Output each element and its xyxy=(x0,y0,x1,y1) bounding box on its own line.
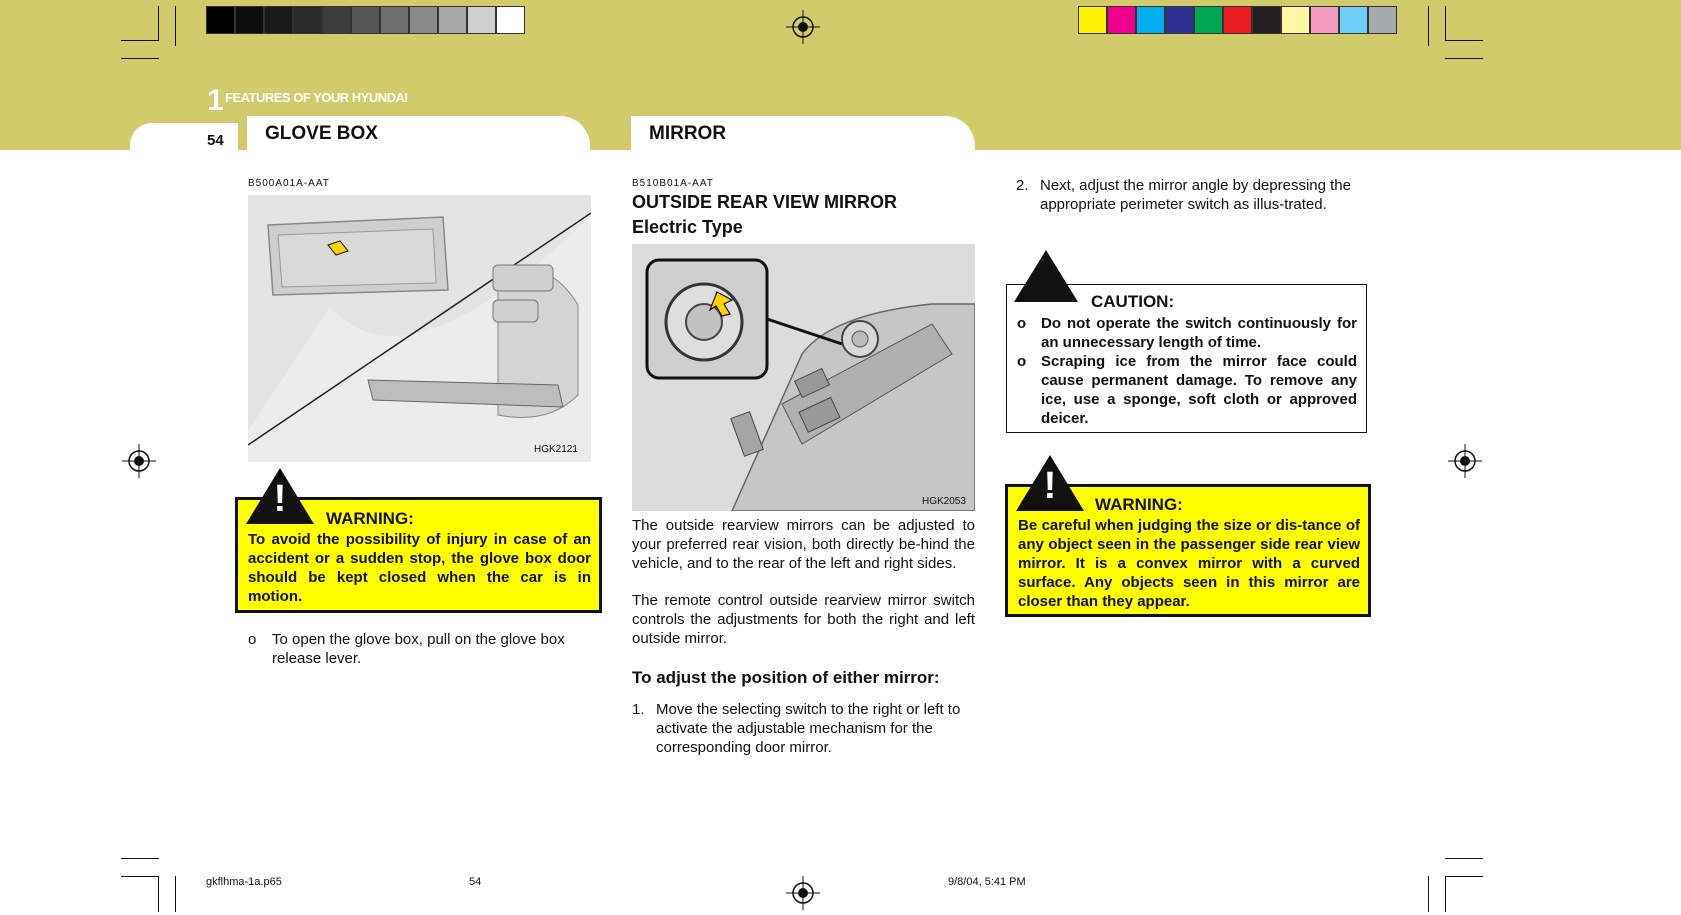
caution-item xyxy=(1017,352,1357,428)
color-swatch xyxy=(235,6,264,34)
color-swatch xyxy=(438,6,467,34)
chapter-number: 1 xyxy=(207,84,224,117)
warning-title: WARNING: xyxy=(326,509,414,528)
crop-mark xyxy=(1445,876,1483,877)
registration-mark-icon xyxy=(786,10,820,44)
crop-mark xyxy=(158,6,159,40)
crop-mark xyxy=(1445,58,1483,59)
color-swatch xyxy=(1078,6,1107,34)
color-swatch xyxy=(1252,6,1281,34)
step-text: Next, adjust the mirror angle by depressing the appropriate perimeter switch as illus-trated. xyxy=(1040,177,1351,213)
glove-box-figure-code: HGK2121 xyxy=(534,444,578,455)
warning-triangle-icon: ! xyxy=(1016,455,1084,511)
footer-date: 9/8/04, 5:41 PM xyxy=(948,876,1026,888)
color-swatch xyxy=(380,6,409,34)
glove-box-figure xyxy=(248,195,591,462)
crop-mark xyxy=(121,40,159,41)
footer-page: 54 xyxy=(469,876,482,888)
crop-mark xyxy=(1445,40,1483,41)
color-swatch xyxy=(1107,6,1136,34)
mirror-title: MIRROR xyxy=(649,123,727,144)
color-swatch xyxy=(1310,6,1339,34)
caution-item-text: Do not operate the switch continuously for an unnecessary length of time. xyxy=(1041,315,1357,351)
color-swatch xyxy=(1165,6,1194,34)
color-swatch xyxy=(1368,6,1397,34)
warning-text: Be careful when judging the size or dis-tance of any object seen in the passenger side rear view mirror. It is a convex mirror with a curved surface. Any objects seen in this mirror are closer than they appear. xyxy=(1018,517,1360,610)
warning-text: To avoid the possibility of injury in case of an accident or a sudden stop, the glove box door should be kept closed when the car is in motion. xyxy=(248,531,591,605)
registration-mark-icon xyxy=(786,876,820,910)
color-swatch xyxy=(1339,6,1368,34)
color-swatch xyxy=(322,6,351,34)
mirror-section-subtitle: Electric Type xyxy=(632,217,743,237)
registration-mark-icon xyxy=(1448,444,1482,478)
crop-mark xyxy=(1445,876,1446,912)
color-swatch xyxy=(409,6,438,34)
mirror-section-title: OUTSIDE REAR VIEW MIRROR xyxy=(632,192,898,212)
caution-item-text: Scraping ice from the mirror face could cause permanent damage. To remove any ice, use a sponge, soft cloth or approved deicer. xyxy=(1041,353,1357,427)
warning-triangle-icon: ! xyxy=(246,468,314,524)
footer-file: gkflhma-1a.p65 xyxy=(206,876,282,888)
crop-mark xyxy=(175,876,176,912)
mirror-figure-code: HGK2053 xyxy=(922,496,966,507)
glove-box-title: GLOVE BOX xyxy=(265,123,378,144)
crop-mark xyxy=(121,58,159,59)
color-swatch xyxy=(496,6,525,34)
color-bar xyxy=(1078,0,1398,40)
glove-box-bullet xyxy=(248,630,591,668)
bullet-text: To open the glove box, pull on the glove box release lever. xyxy=(272,631,565,667)
color-swatch xyxy=(1281,6,1310,34)
color-swatch xyxy=(264,6,293,34)
caution-triangle-icon: ! xyxy=(1014,250,1078,302)
crop-mark xyxy=(1445,858,1483,859)
color-swatch xyxy=(206,6,235,34)
mirror-paragraph-1: The outside rearview mirrors can be adjusted to your preferred rear vision, both directly be-hind the vehicle, and to the rear of the left and right sides. xyxy=(632,517,975,572)
bullet-marker: o xyxy=(1017,315,1027,332)
crop-mark xyxy=(121,858,159,859)
crop-mark xyxy=(1428,6,1429,46)
crop-mark xyxy=(1428,876,1429,912)
glove-box-illustration xyxy=(248,195,591,462)
caution-title: CAUTION: xyxy=(1091,292,1175,311)
color-swatch xyxy=(293,6,322,34)
step-marker: 1. xyxy=(632,701,645,718)
crop-mark xyxy=(1445,6,1446,40)
bullet-marker: o xyxy=(248,631,257,648)
adjust-heading: To adjust the position of either mirror: xyxy=(632,668,940,687)
caution-item xyxy=(1017,314,1357,352)
step-text: Move the selecting switch to the right or left to activate the adjustable mechanism for the corresponding door mirror. xyxy=(656,701,961,756)
chapter-title: FEATURES OF YOUR HYUNDAI xyxy=(225,90,408,105)
glove-box-code: B500A01A-AAT xyxy=(248,178,330,189)
mirror-figure xyxy=(632,244,975,511)
mirror-step-2 xyxy=(1016,176,1359,214)
color-swatch xyxy=(1136,6,1165,34)
mirror-code: B510B01A-AAT xyxy=(632,178,714,189)
color-swatch xyxy=(351,6,380,34)
color-swatch xyxy=(1194,6,1223,34)
caution-box xyxy=(1006,284,1367,433)
grayscale-bar xyxy=(206,0,526,40)
page-number: 54 xyxy=(207,132,224,149)
crop-mark xyxy=(121,876,159,877)
color-swatch xyxy=(1223,6,1252,34)
color-swatch xyxy=(467,6,496,34)
mirror-step-1 xyxy=(632,700,975,757)
crop-mark xyxy=(175,6,176,46)
registration-mark-icon xyxy=(122,444,156,478)
mirror-switch-illustration xyxy=(632,244,975,511)
crop-mark xyxy=(158,876,159,912)
step-marker: 2. xyxy=(1016,177,1029,194)
bullet-marker: o xyxy=(1017,353,1027,370)
mirror-paragraph-2: The remote control outside rearview mirror switch controls the adjustments for both the right and left outside mirror. xyxy=(632,592,975,647)
warning-title: WARNING: xyxy=(1095,495,1183,514)
